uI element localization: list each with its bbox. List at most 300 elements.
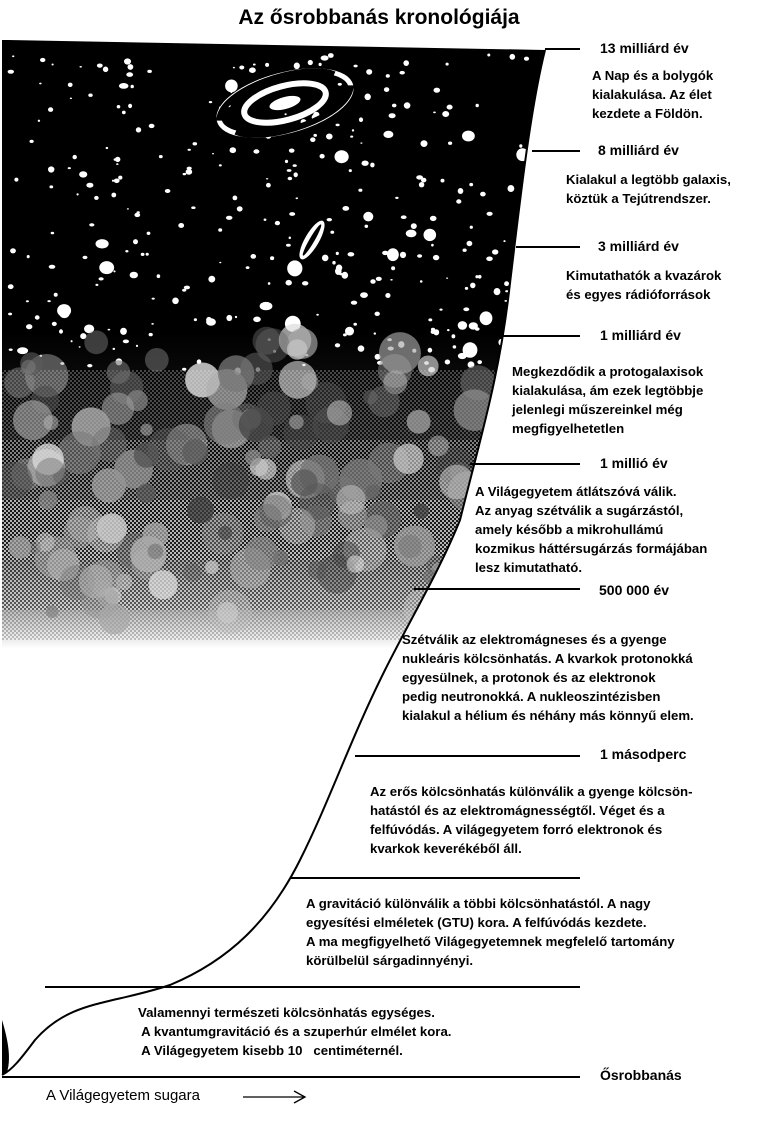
protogalaxy-blob [13, 400, 53, 440]
protogalaxy-blob [39, 491, 58, 510]
star [387, 248, 399, 261]
protogalaxy-blob [84, 330, 108, 354]
star [359, 117, 363, 122]
star [330, 231, 334, 234]
star [370, 279, 375, 284]
star [494, 288, 501, 295]
star [193, 142, 198, 145]
star [294, 172, 298, 177]
star [191, 206, 195, 209]
protogalaxy-blob [256, 328, 290, 362]
star [434, 88, 441, 93]
star [124, 58, 131, 64]
star [403, 60, 409, 66]
star [327, 218, 332, 221]
protogalaxy-blob [145, 348, 169, 372]
protogalaxy-blob [438, 562, 455, 579]
star [136, 127, 141, 132]
protogalaxy-blob [205, 561, 218, 574]
star [505, 290, 508, 292]
star [348, 252, 355, 256]
star [115, 157, 120, 162]
star [441, 179, 445, 183]
star [446, 278, 448, 279]
star [287, 260, 302, 276]
star [226, 315, 232, 321]
star [524, 57, 529, 61]
star [270, 256, 274, 260]
epoch-label: 1 millió év [600, 455, 668, 471]
stage-description: Megkezdődik a protogalaxisok kialakulása, ám ezek legtöbbje jelenlegi műszereinkel még megfigyelhetetlen [512, 364, 704, 436]
star [383, 131, 393, 138]
star [517, 279, 522, 284]
protogalaxy-blob [426, 555, 447, 576]
star [117, 105, 121, 108]
star [342, 206, 349, 211]
star [246, 266, 250, 269]
star [456, 199, 461, 203]
protogalaxy-blob [393, 444, 423, 474]
star [133, 239, 138, 244]
diagram-title: Az ősrobbanás kronológiája [238, 6, 520, 29]
star [446, 63, 449, 66]
star [470, 283, 475, 289]
star [504, 281, 509, 286]
star [519, 144, 522, 147]
protogalaxy-blob [92, 427, 127, 462]
star [212, 153, 214, 154]
star [376, 277, 382, 281]
star [49, 265, 56, 269]
star [96, 239, 109, 248]
star [8, 284, 14, 289]
star [360, 142, 362, 143]
star [525, 207, 529, 210]
star [517, 278, 520, 281]
star [172, 298, 179, 305]
protogalaxy-blob [9, 536, 32, 559]
star [421, 140, 428, 147]
epoch-label: Ősrobbanás [600, 1067, 682, 1083]
star [225, 80, 238, 93]
protogalaxy-blob [364, 515, 387, 538]
star [118, 176, 122, 180]
star [428, 348, 433, 353]
star [127, 208, 129, 209]
star [328, 53, 334, 58]
star [208, 276, 215, 283]
star [447, 105, 453, 110]
protogalaxy-blob [63, 516, 95, 548]
star [27, 255, 30, 258]
star [392, 104, 397, 108]
protogalaxy-blob [35, 458, 66, 489]
star [59, 329, 63, 333]
star [103, 67, 108, 73]
star [503, 240, 505, 242]
protogalaxy-blob [183, 563, 202, 582]
star [151, 323, 154, 325]
star [521, 311, 526, 316]
star [505, 358, 507, 360]
star [99, 261, 114, 274]
star [230, 147, 237, 153]
star [448, 142, 452, 145]
star [342, 272, 349, 279]
star [9, 349, 13, 351]
star [469, 322, 478, 329]
star [253, 149, 259, 153]
star [352, 129, 354, 131]
star [310, 137, 315, 142]
protogalaxy-blob [148, 428, 192, 472]
star [447, 329, 450, 331]
star [141, 253, 145, 256]
stage-description: Kimutathatók a kvazárok és egyes rádióforrások [566, 268, 722, 302]
star [48, 107, 53, 112]
protogalaxy-blob [414, 504, 429, 519]
star [97, 64, 103, 68]
star [178, 223, 184, 228]
star [470, 226, 473, 229]
star [264, 219, 267, 221]
star [88, 94, 92, 97]
star [320, 154, 325, 159]
star [365, 225, 369, 228]
protogalaxy-blob [291, 469, 318, 496]
star [452, 334, 456, 338]
star [219, 262, 221, 264]
protogalaxy-blob [439, 465, 474, 500]
star [480, 311, 493, 325]
star [358, 345, 365, 351]
star [120, 328, 127, 335]
star [421, 178, 426, 183]
epoch-label: 8 milliárd év [598, 142, 679, 158]
star [404, 102, 411, 108]
star [130, 272, 138, 279]
star [389, 113, 396, 118]
protogalaxy-blob [218, 526, 232, 540]
stage-description: Szétválik az elektromágneses és a gyenge nukleáris kölcsönhatás. A kvarkok protonokká egyesülnek, a protonok és az elektronok pedig neutronokká. A nukleoszintézisben kialakul a hélium és néhány más könnyű elem. [402, 632, 694, 723]
star [122, 111, 126, 115]
star [431, 330, 436, 334]
star [458, 321, 467, 330]
star [289, 212, 295, 216]
star [287, 169, 292, 172]
star [417, 254, 422, 257]
star [218, 228, 222, 232]
star [113, 348, 116, 350]
star [375, 312, 380, 316]
star [351, 301, 357, 305]
star [206, 317, 212, 323]
star [326, 134, 333, 140]
protogalaxy-blob [454, 389, 496, 431]
star [385, 293, 390, 298]
star [111, 193, 116, 198]
star [233, 196, 238, 201]
protogalaxy-blob [217, 602, 238, 623]
star [458, 188, 464, 194]
star [87, 364, 92, 367]
star [353, 323, 357, 326]
protogalaxy-blob [259, 495, 292, 528]
star [322, 255, 329, 262]
star [492, 249, 498, 254]
star [116, 163, 118, 165]
star [233, 67, 235, 69]
star [47, 300, 50, 302]
star [400, 252, 406, 258]
stage-description: Valamennyi természeti kölcsönhatás egységes. A kvantumgravitáció és a szuperhúr elmélet kora. A Világegyetem kisebb 10 centiméternél. [138, 1005, 452, 1058]
protogalaxy-blob [149, 570, 178, 599]
star [119, 83, 129, 89]
star [182, 368, 186, 371]
star [188, 149, 191, 151]
protogalaxy-blob [245, 450, 261, 466]
star [249, 67, 256, 73]
star [184, 286, 190, 290]
protogalaxy-blob [212, 462, 249, 499]
star [134, 213, 140, 217]
star [289, 149, 295, 153]
star [431, 244, 434, 247]
star [152, 298, 155, 300]
star [384, 87, 389, 92]
timeline-tick [532, 150, 580, 152]
star [40, 58, 45, 62]
star [95, 284, 98, 286]
protogalaxy-blob [136, 484, 155, 503]
star [363, 212, 373, 222]
protogalaxy-blob [273, 550, 289, 566]
star [260, 302, 273, 310]
protogalaxy-blob [140, 424, 152, 436]
star [289, 237, 291, 240]
star [68, 83, 73, 87]
star [157, 274, 161, 278]
stage-description: Az erős kölcsönhatás különválik a gyenge kölcsön- hatástól és az elektromágnességtől. Véget és a felfúvódás. A világegyetem forró elektronok és kvarkok keverékéből áll. [370, 784, 693, 856]
star [445, 360, 450, 365]
star [51, 232, 55, 235]
protogalaxy-blob [239, 407, 274, 442]
star [510, 54, 516, 60]
star [358, 189, 362, 192]
star [30, 140, 34, 143]
star [278, 222, 280, 224]
stage-description: A Nap és a bolygók kialakulása. Az élet kezdete a Földön. [592, 68, 714, 121]
star [467, 241, 473, 246]
star [127, 64, 133, 70]
star [131, 85, 134, 89]
star [294, 63, 300, 70]
star [478, 275, 482, 279]
star [137, 211, 140, 213]
star [219, 164, 222, 166]
protogalaxy-blob [107, 360, 131, 384]
timeline-tick [470, 463, 580, 465]
star [52, 64, 54, 66]
protogalaxy-blob [287, 339, 307, 359]
star [487, 54, 490, 57]
star [406, 230, 417, 238]
star [106, 147, 109, 149]
star [68, 167, 71, 169]
protogalaxy-blob [46, 605, 59, 618]
star [194, 318, 197, 321]
star [136, 345, 138, 347]
star [235, 316, 237, 318]
star [469, 183, 473, 186]
star [114, 179, 120, 184]
star [237, 206, 243, 211]
epoch-label: 13 milliárd év [600, 40, 689, 56]
star [338, 83, 342, 86]
protogalaxy-blob [366, 485, 382, 501]
star [386, 74, 390, 78]
timeline-tick [414, 588, 580, 590]
timeline-tick [45, 986, 580, 988]
protogalaxy-blob [379, 332, 421, 374]
protogalaxy-blob [442, 580, 468, 606]
star [226, 216, 233, 220]
star [209, 101, 212, 103]
star [458, 353, 467, 359]
protogalaxy-blob [308, 561, 327, 580]
star [54, 293, 58, 297]
star [26, 324, 32, 329]
star [477, 360, 482, 364]
stage-description: Kialakul a legtöbb galaxis, köztük a Tejútrendszer. [566, 172, 731, 206]
epoch-label: 1 milliárd év [600, 327, 681, 343]
protogalaxy-blob [102, 393, 134, 425]
protogalaxy-blob [327, 400, 352, 425]
star [400, 71, 405, 75]
star [125, 250, 128, 252]
star [251, 254, 257, 259]
star [253, 317, 261, 323]
epoch-label: 1 másodperc [600, 746, 687, 762]
protogalaxy-blob [368, 386, 400, 418]
epoch-label: 3 milliárd év [598, 238, 679, 254]
star [38, 120, 40, 122]
star [113, 270, 115, 272]
star [266, 178, 268, 179]
axis-label: A Világegyetem sugara [46, 1087, 200, 1104]
star [463, 249, 467, 252]
star [308, 60, 313, 65]
star [476, 104, 479, 107]
arrow-right-icon [243, 1091, 305, 1103]
star [288, 177, 293, 181]
star [424, 229, 437, 241]
star [360, 292, 368, 298]
protogalaxy-blob [20, 352, 43, 375]
star [433, 255, 439, 260]
star [83, 256, 88, 259]
star [149, 124, 155, 128]
star [442, 111, 449, 117]
star [366, 69, 372, 75]
star [268, 282, 271, 285]
star [390, 279, 393, 281]
star [239, 66, 244, 70]
star [59, 307, 70, 318]
star [349, 169, 352, 172]
star [147, 232, 151, 235]
star [17, 347, 28, 354]
star [439, 309, 442, 311]
protogalaxy-blob [187, 497, 214, 524]
protogalaxy-blob [301, 373, 318, 390]
star [126, 72, 133, 77]
star [253, 64, 256, 66]
star [430, 216, 437, 221]
star [350, 136, 353, 138]
protogalaxy-blob [398, 535, 421, 558]
star [89, 223, 94, 226]
protogalaxy-blob [336, 485, 365, 514]
star [48, 166, 54, 172]
star [8, 313, 12, 316]
star [285, 160, 288, 163]
star [321, 55, 329, 60]
star [395, 197, 398, 199]
star [73, 155, 77, 159]
star [362, 161, 369, 166]
star [370, 163, 374, 168]
star [146, 253, 149, 256]
star [149, 333, 153, 336]
star [77, 193, 79, 195]
star [401, 215, 407, 219]
star [465, 287, 468, 290]
star [49, 185, 53, 188]
star [316, 314, 319, 316]
star [335, 343, 340, 347]
star [411, 223, 417, 229]
star [420, 280, 423, 282]
star [39, 83, 42, 85]
star [519, 268, 521, 269]
star [112, 180, 114, 182]
star [487, 212, 493, 216]
star [35, 315, 40, 319]
timeline-tick [355, 755, 580, 757]
protogalaxy-blob [244, 537, 278, 571]
star [433, 112, 436, 114]
timeline-tick [495, 335, 580, 337]
star [335, 268, 342, 275]
star [296, 197, 299, 199]
star [10, 248, 16, 253]
star [462, 131, 475, 142]
star [266, 183, 271, 188]
timeline-tick [516, 246, 580, 248]
star [128, 104, 132, 108]
stage-description: A gravitáció különválik a többi kölcsönhatástól. A nagy egyesítési elméletek (GTU) kora. A felfúvódás kezdete. A ma megfigyelhető Világegyetemnek megfelelő tartomány körülbelül sárgadinnyényi. [306, 896, 675, 968]
protogalaxy-blob [407, 410, 431, 434]
protogalaxy-blob [418, 356, 439, 377]
protogalaxy-blob [79, 565, 113, 599]
protogalaxy-blob [428, 436, 449, 457]
star [463, 307, 469, 311]
protogalaxy-blob [99, 604, 130, 635]
star [508, 185, 515, 192]
star [336, 124, 340, 127]
star [79, 346, 81, 347]
